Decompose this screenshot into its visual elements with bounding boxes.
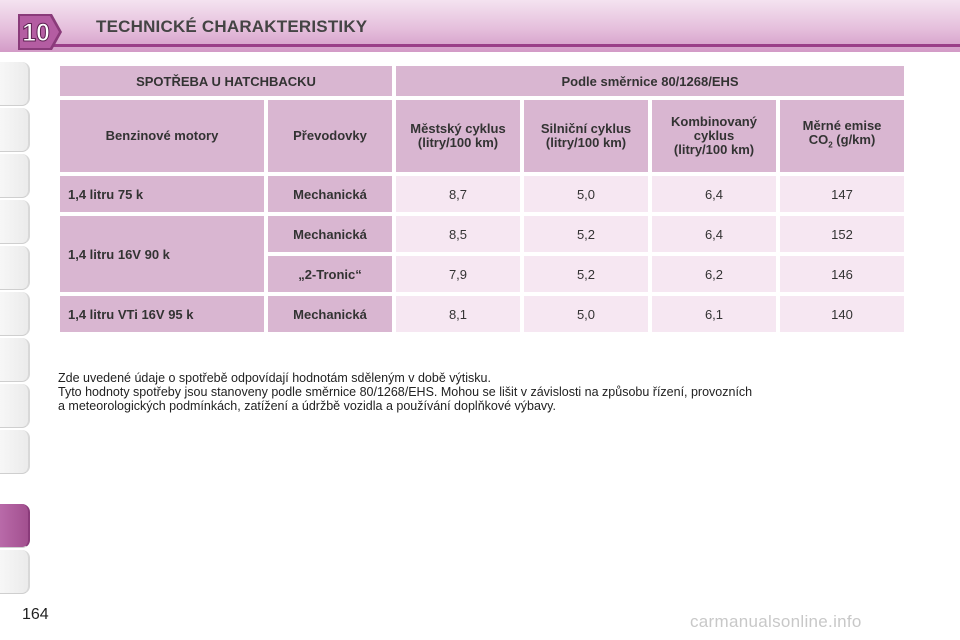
- row-combined: 6,1: [652, 296, 776, 332]
- chapter-tab-8[interactable]: [0, 384, 30, 428]
- chapter-number: 10: [22, 19, 50, 47]
- row-urban: 8,5: [396, 216, 520, 252]
- col-header-co2: [780, 100, 904, 172]
- row-extra-urban: 5,2: [524, 256, 648, 292]
- row-gearbox: „2-Tronic“: [268, 256, 392, 292]
- row-engine: 1,4 litru 16V 90 k: [60, 216, 264, 292]
- row-co2: 146: [780, 256, 904, 292]
- footnote: [58, 371, 918, 413]
- row-engine: 1,4 litru 75 k: [60, 176, 264, 212]
- row-extra-urban: 5,0: [524, 296, 648, 332]
- col-header-urban-line1: Městský cyklus: [410, 121, 506, 136]
- chapter-tab-9[interactable]: [0, 430, 30, 474]
- col-header-gearbox: Převodovky: [268, 100, 392, 172]
- row-extra-urban: 5,2: [524, 216, 648, 252]
- consumption-table: [56, 62, 908, 336]
- chapter-tab-4[interactable]: [0, 200, 30, 244]
- table-row: [60, 176, 904, 212]
- table-title-left: SPOTŘEBA U HATCHBACKU: [60, 66, 392, 96]
- row-co2: 152: [780, 216, 904, 252]
- col-header-urban: [396, 100, 520, 172]
- row-urban: 8,7: [396, 176, 520, 212]
- watermark: carmanualsonline.info: [690, 612, 862, 631]
- col-header-combined-line2: cyklus: [693, 128, 735, 143]
- col-header-co2-line1: Měrné emise: [802, 118, 882, 134]
- row-co2: 147: [780, 176, 904, 212]
- col-header-combined-line1: Kombinovaný: [671, 114, 757, 129]
- chapter-tab-10-active[interactable]: [0, 504, 30, 548]
- footnote-line-3: a meteorologických podmínkách, zatížení a údržbě vozidla a používání doplňkové výbavy.: [58, 399, 556, 413]
- chapter-tab-5[interactable]: [0, 246, 30, 290]
- header-rule: [40, 44, 960, 47]
- table-row: [60, 296, 904, 332]
- col-header-extra-urban: [524, 100, 648, 172]
- row-engine: 1,4 litru VTi 16V 95 k: [60, 296, 264, 332]
- row-gearbox: Mechanická: [268, 176, 392, 212]
- col-header-extra-line1: Silniční cyklus: [540, 121, 632, 136]
- table-title-right: Podle směrnice 80/1268/EHS: [396, 66, 904, 96]
- row-gearbox: Mechanická: [268, 216, 392, 252]
- chapter-tab-1[interactable]: [0, 62, 30, 106]
- col-header-extra-line2: (litry/100 km): [545, 135, 627, 150]
- row-co2: 140: [780, 296, 904, 332]
- chapter-tab-3[interactable]: [0, 154, 30, 198]
- chapter-tab-rail: [0, 62, 34, 582]
- col-header-urban-line2: (litry/100 km): [417, 135, 499, 150]
- col-header-co2-subscript: 2: [828, 140, 833, 150]
- col-header-co2-prefix: CO: [808, 132, 829, 148]
- chapter-tab-7[interactable]: [0, 338, 30, 382]
- col-header-co2-suffix: (g/km): [832, 132, 876, 148]
- col-header-combined-line3: (litry/100 km): [673, 142, 755, 157]
- row-combined: 6,2: [652, 256, 776, 292]
- row-combined: 6,4: [652, 176, 776, 212]
- chapter-tab-2[interactable]: [0, 108, 30, 152]
- row-urban: 7,9: [396, 256, 520, 292]
- page-number: 164: [22, 606, 49, 623]
- chapter-tab-11[interactable]: [0, 550, 30, 594]
- footnote-line-2: Tyto hodnoty spotřeby jsou stanoveny podle směrnice 80/1268/EHS. Mohou se lišit v závislosti na způsobu řízení, provozních: [58, 385, 753, 399]
- row-combined: 6,4: [652, 216, 776, 252]
- row-extra-urban: 5,0: [524, 176, 648, 212]
- row-gearbox: Mechanická: [268, 296, 392, 332]
- col-header-combined: [652, 100, 776, 172]
- footnote-line-1: Zde uvedené údaje o spotřebě odpovídají hodnotám sděleným v době výtisku.: [58, 371, 491, 385]
- chapter-tab-6[interactable]: [0, 292, 30, 336]
- col-header-engine: Benzinové motory: [60, 100, 264, 172]
- page-title: TECHNICKÉ CHARAKTERISTIKY: [96, 17, 368, 36]
- row-urban: 8,1: [396, 296, 520, 332]
- chapter-number-badge: [12, 10, 64, 54]
- table-row: [60, 216, 904, 252]
